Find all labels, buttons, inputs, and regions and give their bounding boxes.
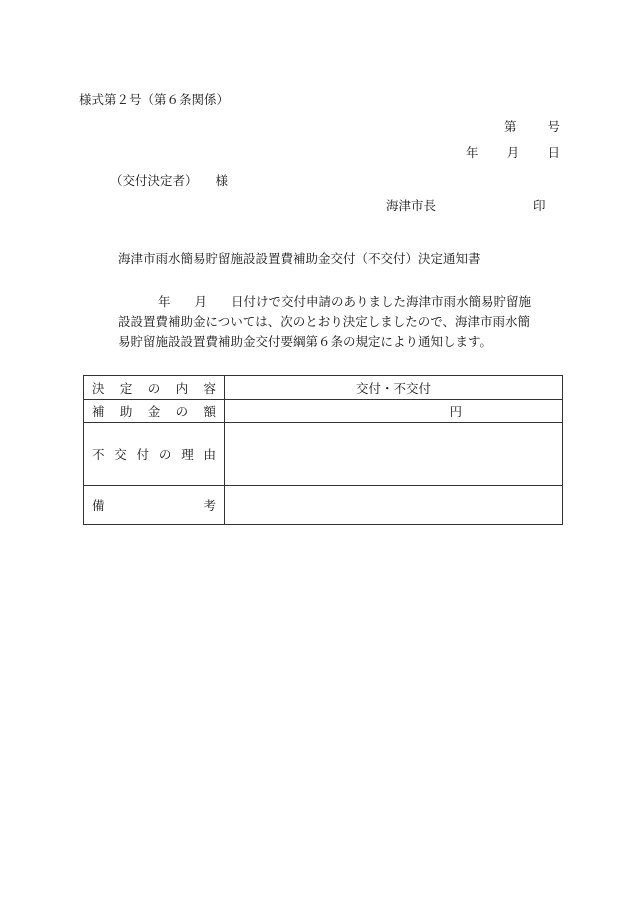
- addressee-name: （交付決定者）: [110, 173, 198, 188]
- table-row: [84, 400, 563, 423]
- subsidy-amount-value: 円: [225, 400, 563, 423]
- label-char: の: [158, 447, 172, 462]
- day-label: 日: [547, 145, 560, 160]
- label-char: 額: [203, 404, 216, 419]
- addressee-honorific: 様: [215, 173, 229, 188]
- number-suffix: 号: [547, 119, 560, 134]
- label-char: 理: [181, 447, 194, 462]
- label-char: 考: [203, 498, 216, 513]
- date-line: [466, 143, 560, 161]
- non-grant-reason-label: [84, 423, 225, 486]
- addressee: [110, 171, 228, 189]
- label-char: の: [175, 404, 189, 419]
- label-char: 内: [175, 380, 189, 396]
- label-char: 決: [92, 380, 105, 396]
- issuer-title: 海津市長: [386, 198, 437, 213]
- body-line-1: [118, 292, 562, 312]
- label-char: 由: [203, 447, 216, 462]
- label-char: 交: [114, 447, 127, 462]
- document-title: 海津市雨水簡易貯留施設設置費補助金交付（不交付）決定通知書: [118, 251, 481, 266]
- number-prefix: 第: [504, 119, 517, 134]
- table-row: [84, 376, 563, 400]
- body-paragraph: [118, 292, 562, 352]
- label-char: 容: [203, 380, 216, 396]
- form-number: 様式第２号（第６条関係）: [79, 92, 230, 107]
- label-char: の: [147, 380, 161, 396]
- body-line-2: 設設置費補助金については、次のとおり決定しましたので、海津市雨水簡: [118, 314, 531, 329]
- label-char: 補: [92, 404, 105, 419]
- label-char: 不: [92, 447, 105, 462]
- decision-content-label: [84, 376, 225, 400]
- label-char: 付: [136, 447, 150, 462]
- non-grant-reason-value: [225, 423, 563, 486]
- body-line-3: 易貯留施設設置費補助金交付要綱第６条の規定により通知します。: [118, 334, 493, 349]
- body-year-label: 年: [158, 294, 171, 309]
- table-row: [84, 486, 563, 525]
- label-char: 備: [92, 498, 105, 513]
- body-month-label: 月: [194, 294, 208, 309]
- label-char: 定: [119, 380, 133, 396]
- remarks-label: [84, 486, 225, 525]
- seal-label: 印: [533, 198, 546, 213]
- label-char: 助: [119, 404, 133, 419]
- remarks-value: [225, 486, 563, 525]
- decision-table: [83, 375, 563, 525]
- year-label: 年: [466, 145, 479, 160]
- decision-content-value: 交付・不交付: [225, 376, 563, 400]
- month-label: 月: [506, 145, 520, 160]
- subsidy-amount-label: [84, 400, 225, 423]
- document-number-line: [504, 117, 560, 135]
- body-line-1-text: 日付けで交付申請のありました海津市雨水簡易貯留施: [231, 294, 532, 309]
- label-char: 金: [147, 404, 161, 419]
- table-row: [84, 423, 563, 486]
